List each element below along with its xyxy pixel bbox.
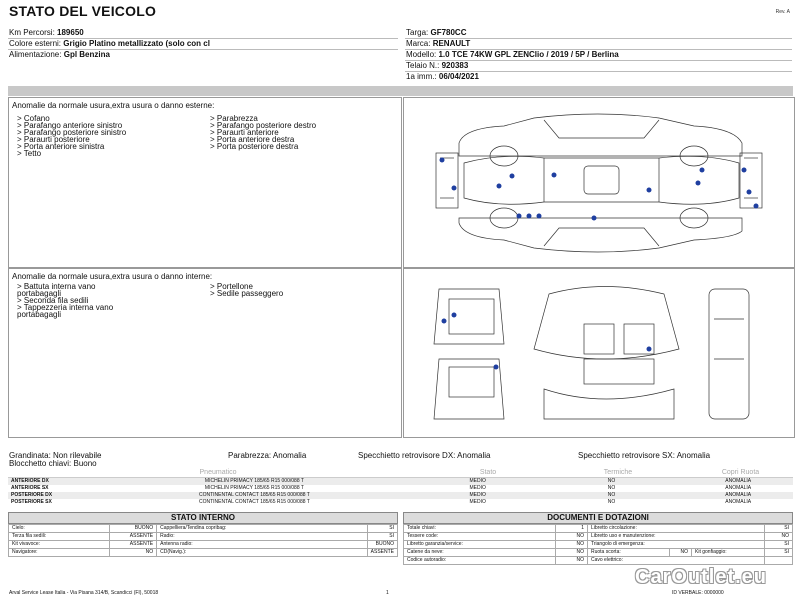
- external-car-diagram: [403, 97, 795, 268]
- list-item: > Seconda fila sedili: [17, 296, 89, 305]
- stato-interno-title: STATO INTERNO: [8, 512, 398, 524]
- marca-row: Marca: RENAULT: [406, 39, 471, 48]
- damage-dot: [452, 313, 457, 318]
- alimentazione-value: Gpl Benzina: [63, 50, 110, 59]
- trunk-view: [434, 289, 504, 344]
- list-item: > Porta anteriore destra: [210, 135, 295, 144]
- specchietto-dx-status: Specchietto retrovisore DX: Anomalia: [358, 451, 491, 460]
- vehicle-info-left: [9, 27, 399, 60]
- damage-dot: [527, 214, 532, 219]
- list-item: > Sedile passeggero: [210, 289, 284, 298]
- tyre-header: Pneumatico: [199, 469, 237, 476]
- stato-interno-section: [8, 512, 398, 557]
- damage-dot: [700, 168, 705, 173]
- list-item: > Tetto: [17, 149, 42, 158]
- divider: [8, 38, 398, 39]
- table-row: Libretto garanzia/service: NO Triangolo di emergenza: SI: [404, 541, 793, 549]
- footer-address: Arval Service Lease Italia - Via Pisana 314/B, Scandicci (FI), 50018: [9, 590, 159, 596]
- table-row: Kit vivavoce: ASSENTE Antenna radio: BUONO: [9, 541, 398, 549]
- damage-dot: [442, 319, 447, 324]
- damage-dot: [497, 184, 502, 189]
- list-item: > Parafango anteriore sinistro: [17, 121, 123, 130]
- car-side-bottom: [459, 218, 742, 252]
- table-row: Tessere code: NO Libretto uso e manutenzione: NO: [404, 533, 793, 541]
- interior-top: [534, 287, 679, 360]
- external-damage-title: Anomalie da normale usura,extra usura o danno esterne:: [12, 101, 215, 110]
- damage-dot: [452, 186, 457, 191]
- table-row: ANTERIORE DX MICHELIN PRIMACY 185/65 R15 000/088 T MEDIO NO ANOMALIA: [8, 478, 793, 485]
- internal-damage-list-left: [17, 283, 113, 318]
- list-item: > Cofano: [17, 114, 50, 123]
- list-item: > Battuta interna vano: [17, 282, 96, 291]
- table-row: POSTERIORE SX CONTINENTAL CONTACT 185/65 R15 000/088 T MEDIO NO ANOMALIA: [11, 499, 752, 505]
- list-item: > Paraurti posteriore: [17, 135, 90, 144]
- km-value: 189650: [57, 28, 84, 37]
- damage-dot: [647, 347, 652, 352]
- table-row: ANTERIORE SX MICHELIN PRIMACY 185/65 R15 000/088 T MEDIO NO ANOMALIA: [11, 485, 752, 491]
- list-item: portabagagli: [17, 289, 62, 298]
- damage-dot: [592, 216, 597, 221]
- internal-damage-title: Anomalie da normale usura,extra usura o danno interne:: [12, 272, 213, 281]
- damage-dot: [494, 365, 499, 370]
- internal-car-diagram: [403, 268, 795, 438]
- internal-damage-box: [8, 268, 402, 438]
- table-row: Terza fila sedili: ASSENTE Radio: SI: [9, 533, 398, 541]
- damage-dot: [440, 158, 445, 163]
- damage-dot: [510, 174, 515, 179]
- table-row: Codice autoradio: NO Cavo elettrico:: [404, 557, 793, 565]
- tyre-header: Termiche: [603, 469, 633, 476]
- damage-dot: [696, 181, 701, 186]
- list-item: portabagagli: [17, 310, 62, 319]
- external-damage-box: [8, 97, 402, 268]
- divider: [405, 49, 792, 50]
- table-row: Cielo: BUONO Cappelliera/Tendina copribag: SI: [9, 525, 398, 533]
- table-row: POSTERIORE DX CONTINENTAL CONTACT 185/65 R15 000/088 T MEDIO NO ANOMALIA: [8, 492, 793, 499]
- tyre-header: Stato: [479, 469, 497, 476]
- damage-dot: [742, 168, 747, 173]
- colore-row: Colore esterni: Grigio Platino metallizzato (solo con cl: [9, 39, 210, 48]
- km-row: Km Percorsi: 189650: [9, 28, 84, 37]
- table-row: Navigatore: NO CD(Navig.): ASSENTE: [9, 549, 398, 557]
- list-item: > Porta anteriore sinistra: [17, 142, 105, 151]
- footer-page: 1: [386, 590, 389, 596]
- colore-value: Grigio Platino metallizzato (solo con cl: [63, 39, 210, 48]
- car-side-top: [459, 114, 742, 156]
- footer-code: ID VERBALE: 0000000: [672, 590, 724, 596]
- revision-label: Rev. A: [775, 9, 790, 15]
- car-front: [436, 153, 458, 208]
- tyre-header: Copri Ruota: [721, 469, 760, 476]
- list-item: > Parafango posteriore destro: [210, 121, 317, 130]
- section-bar: [8, 86, 793, 96]
- alimentazione-row: Alimentazione: Gpl Benzina: [9, 50, 110, 59]
- list-item: > Paraurti anteriore: [210, 128, 279, 137]
- blocchetto-status: Blocchetto chiavi: Buono: [9, 459, 97, 468]
- internal-damage-list-right: [210, 283, 283, 297]
- divider: [405, 60, 792, 61]
- divider: [405, 71, 792, 72]
- grandinata-status: Grandinata: Non rilevabile: [9, 451, 102, 460]
- list-item: > Porta posteriore destra: [210, 142, 299, 151]
- damage-dot: [552, 173, 557, 178]
- tyres-table: [8, 468, 793, 506]
- damage-dot: [517, 214, 522, 219]
- immatricolazione-row: 1a imm.: 06/04/2021: [406, 72, 479, 81]
- list-item: > Portellone: [210, 282, 253, 291]
- vehicle-info-right: [406, 27, 796, 82]
- windows-top: [544, 120, 659, 138]
- watermark: CarOutlet.eu: [635, 566, 768, 588]
- list-item: > Parafango posteriore sinistro: [17, 128, 127, 137]
- damage-dot: [754, 204, 759, 209]
- rear-door-view: [434, 359, 504, 419]
- targa-row: Targa: GF780CC: [406, 28, 467, 37]
- damage-dot: [537, 214, 542, 219]
- divider: [405, 38, 792, 39]
- specchietto-sx-status: Specchietto retrovisore SX: Anomalia: [578, 451, 711, 460]
- external-damage-list-right: [210, 115, 316, 150]
- car-top-view: [464, 156, 739, 204]
- divider: [8, 49, 398, 50]
- telaio-row: Telaio N.: 920383: [406, 61, 469, 70]
- table-row: Totale chiavi: 1 Libretto circolazione: SI: [404, 525, 793, 533]
- parabrezza-status: Parabrezza: Anomalia: [228, 451, 307, 460]
- damage-dot: [747, 190, 752, 195]
- list-item: > Parabrezza: [210, 114, 258, 123]
- damage-dot: [647, 188, 652, 193]
- car-rear: [740, 153, 762, 208]
- list-item: > Tappezzeria interna vano: [17, 303, 114, 312]
- documenti-section: [403, 512, 793, 565]
- documenti-title: DOCUMENTI E DOTAZIONI: [403, 512, 793, 524]
- page-title: STATO DEL VEICOLO: [9, 3, 157, 19]
- table-row: Catene da neve: NO Ruota scorta: NO Kit gonfiaggio: SI: [404, 549, 793, 557]
- car-interior-drawing: [404, 269, 794, 437]
- dashboard: [544, 389, 674, 419]
- modello-row: Modello: 1.0 TCE 74KW GPL ZENClio / 2019 / 5P / Berlina: [406, 50, 619, 59]
- roof: [584, 166, 619, 194]
- external-damage-list-left: [17, 115, 126, 157]
- car-exterior-drawing: [404, 98, 794, 267]
- side-panel: [709, 289, 749, 419]
